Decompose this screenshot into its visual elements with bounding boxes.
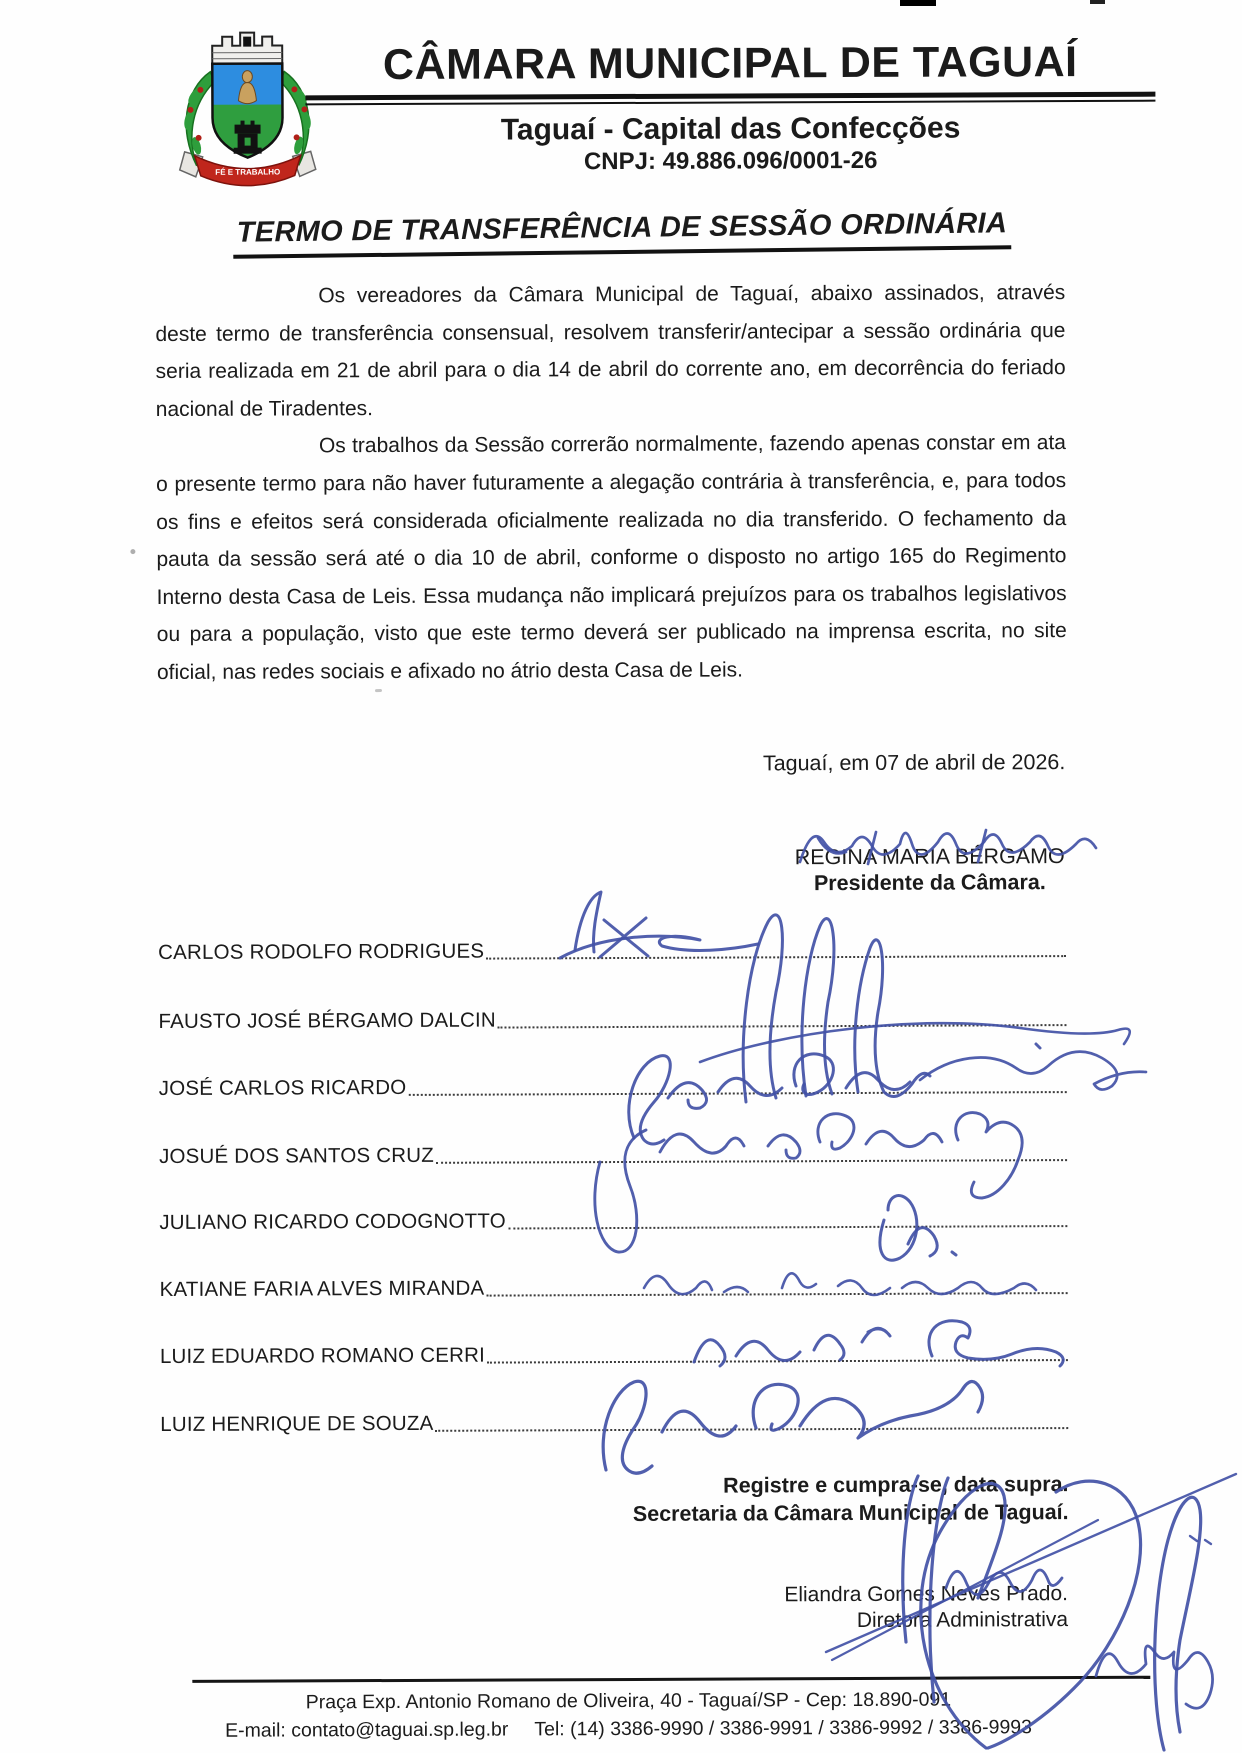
document-body	[155, 274, 1067, 691]
document-title: TERMO DE TRANSFERÊNCIA DE SESSÃO ORDINÁRIA	[1, 204, 1242, 252]
dotted-signature-line	[408, 1091, 1066, 1096]
councilor-name: LUIZ HENRIQUE DE SOUZA	[160, 1411, 434, 1437]
date-line: Taguaí, em 07 de abril de 2026.	[762, 750, 1066, 776]
councilor-name: KATIANE FARIA ALVES MIRANDA	[159, 1276, 485, 1302]
councilor-row	[159, 1069, 1067, 1101]
councilor-row	[159, 1137, 1067, 1169]
mural-crown	[212, 32, 282, 63]
dotted-signature-line	[508, 1225, 1067, 1229]
header-rule	[305, 92, 1155, 106]
scanner-speck	[130, 549, 135, 554]
councilor-row	[159, 1203, 1067, 1235]
motto-ribbon	[195, 155, 301, 185]
footer	[67, 1686, 1189, 1746]
councilor-row	[160, 1270, 1068, 1302]
org-tagline: Taguaí - Capital das Confecções	[500, 111, 961, 147]
org-cnpj: CNPJ: 49.886.096/0001-26	[583, 146, 878, 176]
president-role: Presidente da Câmara.	[813, 870, 1046, 896]
dotted-signature-line	[435, 1427, 1068, 1432]
shield	[212, 63, 282, 157]
secretary-name: Eliandra Gomes Neves Prado.	[784, 1582, 1069, 1607]
motto-text: FÉ E TRABALHO	[215, 167, 281, 177]
councilor-name: JULIANO RICARDO CODOGNOTTO	[159, 1209, 506, 1235]
dotted-signature-line	[436, 1159, 1067, 1164]
footer-rule	[192, 1676, 1150, 1683]
councilor-row	[160, 1405, 1068, 1437]
councilor-name: LUIZ EDUARDO ROMANO CERRI	[159, 1343, 486, 1369]
president-name: REGINA MARIA BÉRGAMO	[794, 844, 1065, 870]
secretary-role: Diretora Administrativa	[856, 1608, 1069, 1632]
councilor-row	[158, 1002, 1066, 1034]
dotted-signature-line	[486, 955, 1066, 960]
dotted-signature-line	[486, 1292, 1067, 1297]
councilor-row	[160, 1337, 1068, 1369]
councilor-row	[158, 933, 1066, 965]
footer-address: Praça Exp. Antonio Romano de Oliveira, 40 - Taguaí/SP - Cep: 18.890-091	[305, 1688, 952, 1714]
footer-contact	[67, 1713, 1189, 1745]
president-signature-block	[795, 843, 1065, 896]
municipality-logo	[176, 25, 319, 193]
closing-order: Registre e cumpra-se, data supra. Secretaria da Câmara Municipal de Taguaí.	[632, 1472, 1069, 1526]
castle-tower	[234, 121, 262, 154]
paragraph-1: Os vereadores da Câmara Municipal de Taguaí, abaixo assinados, através deste termo de transferência consensual, resolvem transferir/antecipar a sessão ordinária que seria realizada em 21 de abril para o dia 14 de abril do corrente ano, em decorrência do feriado nacional de Tiradentes.	[155, 281, 1066, 421]
councilor-name: JOSÉ CARLOS RICARDO	[158, 1075, 407, 1101]
footer-phones: Tel: (14) 3386-9990 / 3386-9991 / 3386-9992 / 3386-9993	[534, 1715, 1033, 1740]
paragraph-2: Os trabalhos da Sessão correrão normalmente, fazendo apenas constar em ata o presente termo para não haver futuramente a alegação contrária à transferência, e, para todos os fins e efeitos será considerada oficialmente realizada no dia transferido. O fechamento da pauta da sessão será até o dia 10 de abril, conforme o disposto no artigo 165 do Regimento Interno desta Casa de Leis. Essa mudança não implicará prejuízos para os trabalhos legislativos ou para a população, visto que este termo deverá ser publicado na imprensa escrita, no site oficial, nas redes sociais e afixado no átrio desta Casa de Leis.	[156, 431, 1067, 684]
dotted-signature-line	[498, 1024, 1067, 1028]
councilor-name: CARLOS RODOLFO RODRIGUES	[158, 939, 485, 965]
coat-of-arms-icon	[176, 25, 319, 188]
org-name: CÂMARA MUNICIPAL DE TAGUAÍ	[382, 38, 1078, 90]
dotted-signature-line	[487, 1359, 1068, 1364]
councilor-signature-list	[158, 933, 1068, 1457]
councilor-name: JOSUÉ DOS SANTOS CRUZ	[158, 1143, 435, 1169]
footer-email: E-mail: contato@taguai.sp.leg.br	[225, 1718, 509, 1742]
secretary-signature-block	[784, 1581, 1068, 1634]
letterhead	[305, 38, 1156, 178]
councilor-name: FAUSTO JOSÉ BÉRGAMO DALCIN	[158, 1008, 496, 1034]
